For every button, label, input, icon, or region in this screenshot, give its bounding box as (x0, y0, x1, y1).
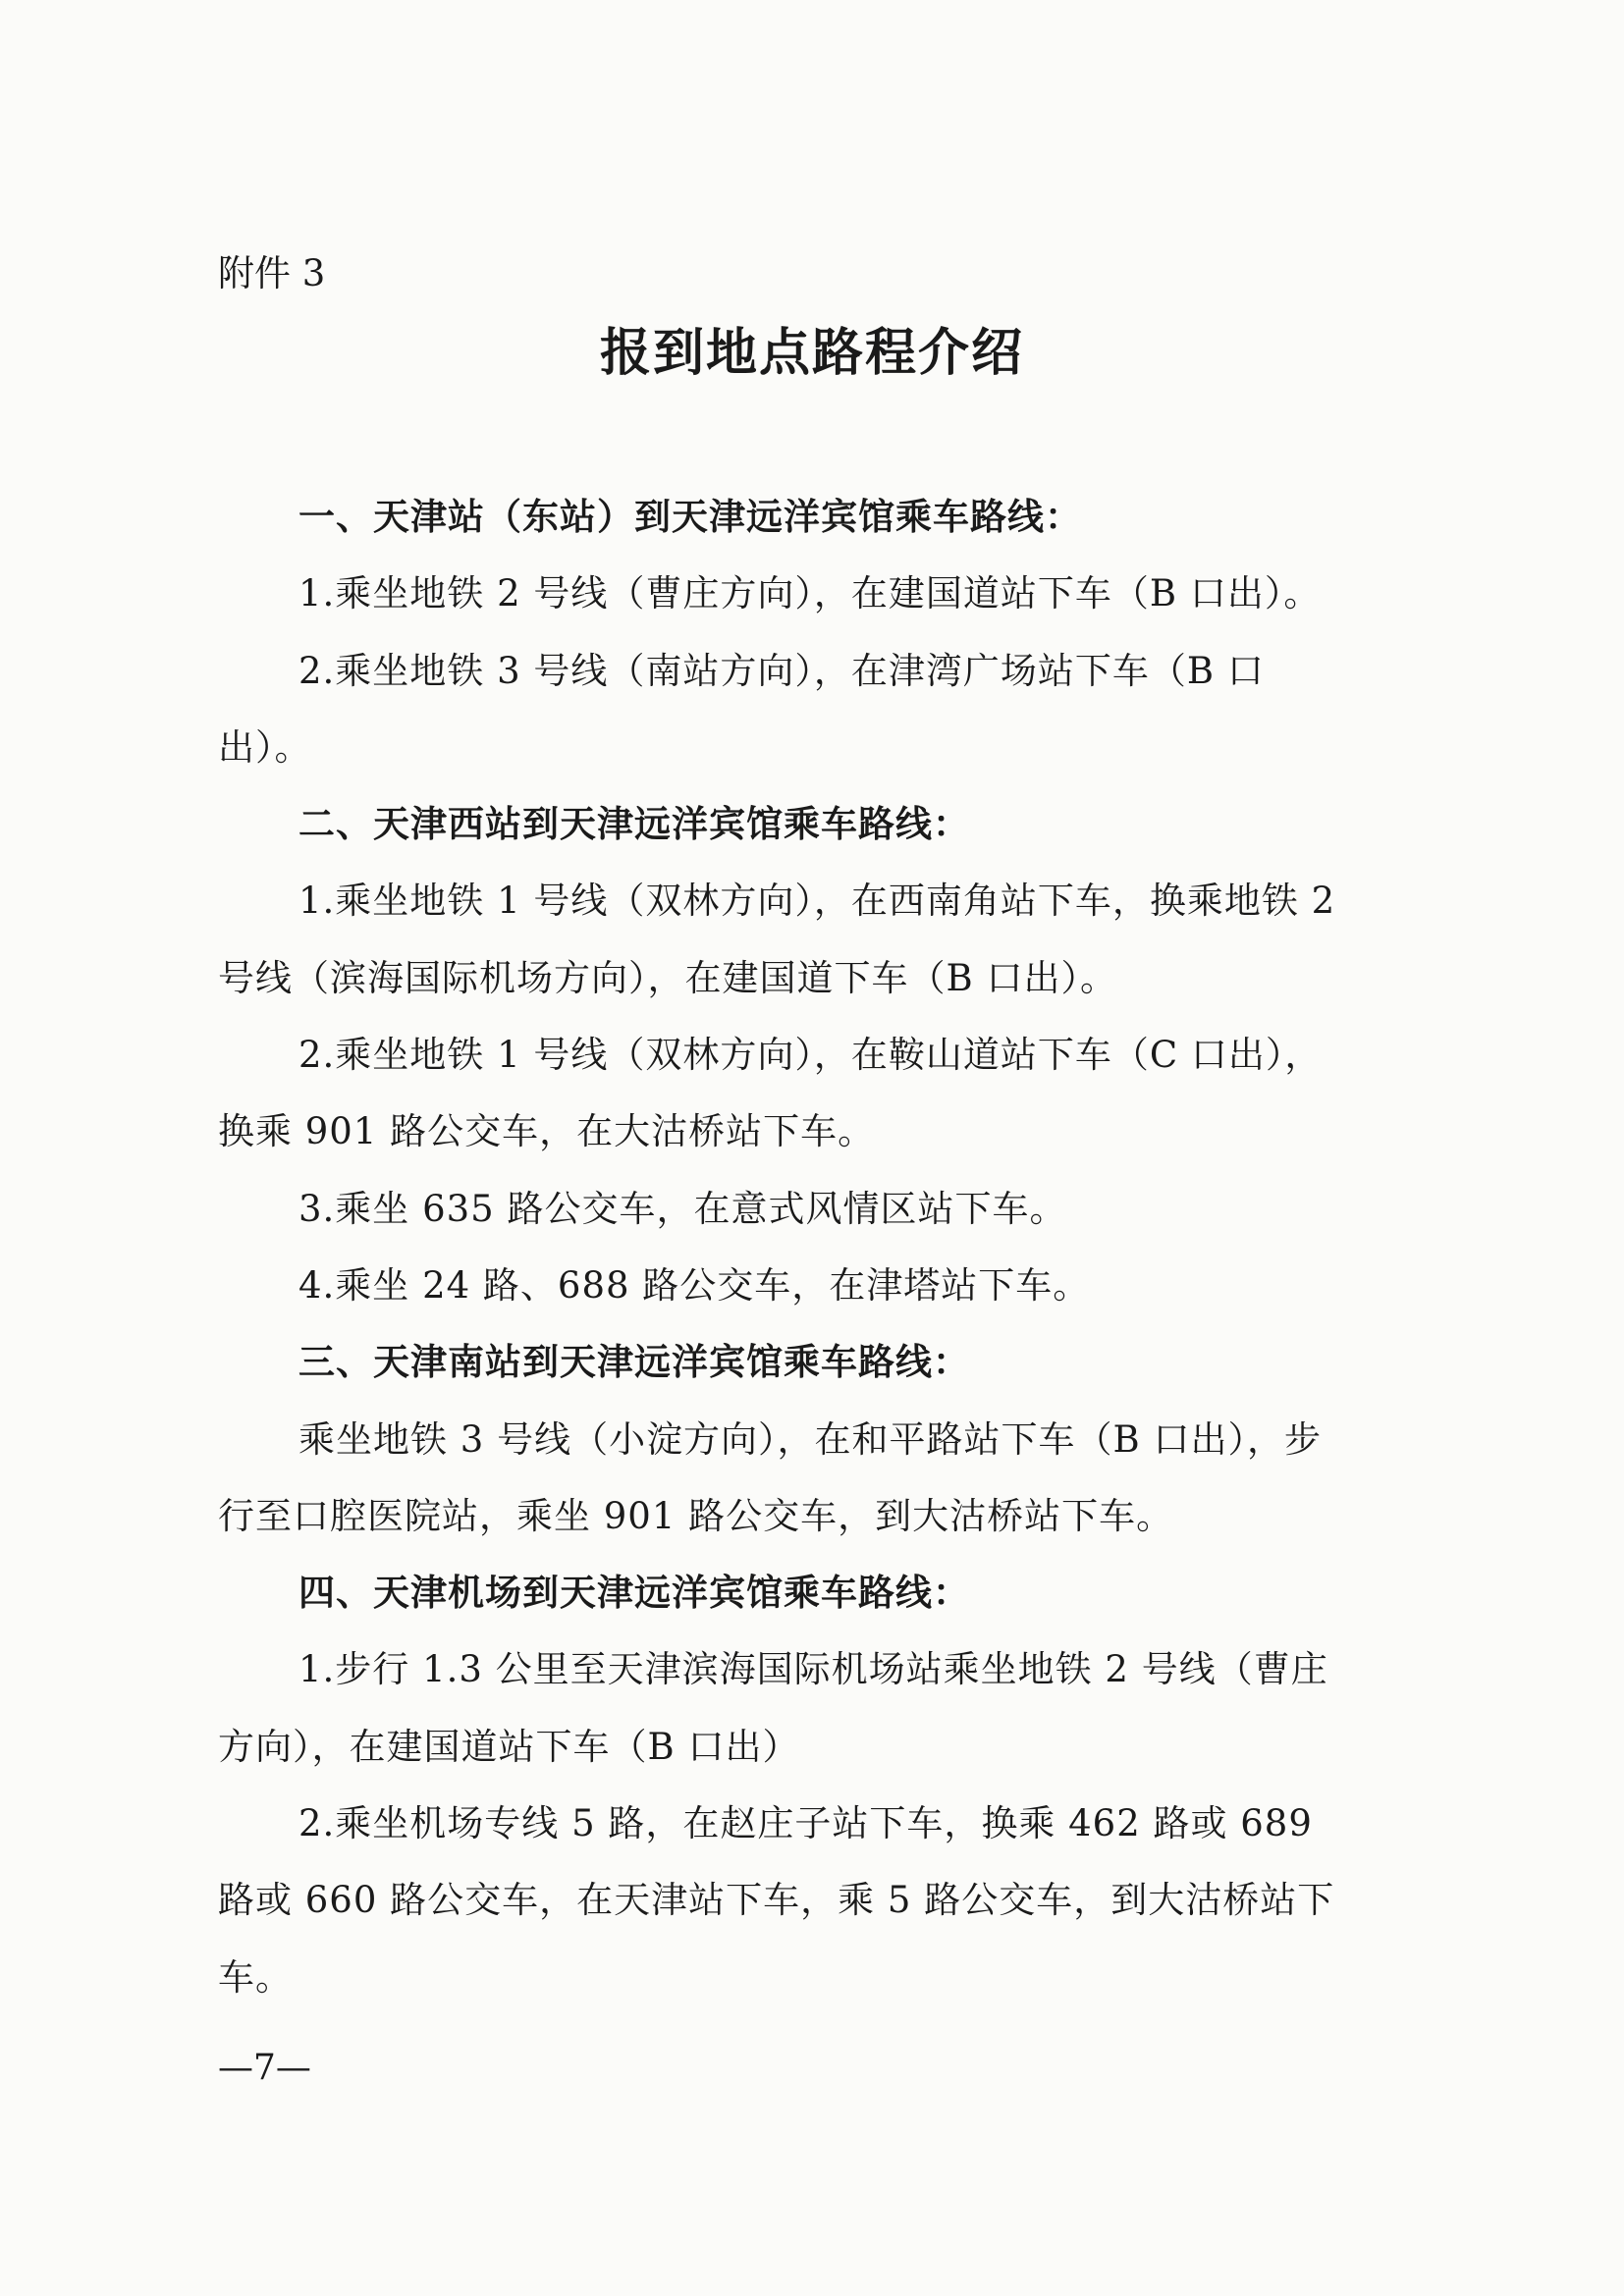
route-item: 1.乘坐地铁 1 号线（双林方向），在西南角站下车，换乘地铁 2 号线（滨海国际机场方向），在建国道下车（B 口出）。 (218, 880, 1336, 999)
section-heading-tianjin-airport: 四、天津机场到天津远洋宾馆乘车路线： (298, 1572, 970, 1615)
document-body (218, 479, 1349, 2016)
route-item: 2.乘坐地铁 1 号线（双林方向），在鞍山道站下车（C 口出），换乘 901 路公交车，在大沽桥站下车。 (218, 1034, 1323, 1153)
section-heading-tianjin-south-station: 三、天津南站到天津远洋宾馆乘车路线： (298, 1341, 970, 1384)
section-heading-tianjin-station: 一、天津站（东站）到天津远洋宾馆乘车路线： (298, 496, 1082, 538)
section-heading-tianjin-west-station: 二、天津西站到天津远洋宾馆乘车路线： (298, 803, 970, 846)
page-number: —7— (218, 2048, 311, 2088)
route-item: 2.乘坐地铁 3 号线（南站方向），在津湾广场站下车（B 口出）。 (218, 649, 1265, 769)
route-item: 1.步行 1.3 公里至天津滨海国际机场站乘坐地铁 2 号线（曹庄方向），在建国道站下车（B 口出） (218, 1648, 1328, 1768)
route-item: 3.乘坐 635 路公交车，在意式风情区站下车。 (298, 1187, 1067, 1230)
attachment-label: 附件 3 (218, 252, 326, 294)
route-item: 乘坐地铁 3 号线（小淀方向），在和平路站下车（B 口出），步行至口腔医院站，乘坐 901 路公交车，到大沽桥站下车。 (218, 1417, 1323, 1537)
route-item: 2.乘坐机场专线 5 路，在赵庄子站下车，换乘 462 路或 689 路或 660 路公交车，在天津站下车，乘 5 路公交车，到大沽桥站下车。 (218, 1802, 1335, 1999)
route-item: 1.乘坐地铁 2 号线（曹庄方向），在建国道站下车（B 口出）。 (298, 572, 1322, 615)
route-item: 4.乘坐 24 路、688 路公交车，在津塔站下车。 (298, 1263, 1091, 1307)
document-title: 报到地点路程介绍 (599, 324, 1024, 383)
